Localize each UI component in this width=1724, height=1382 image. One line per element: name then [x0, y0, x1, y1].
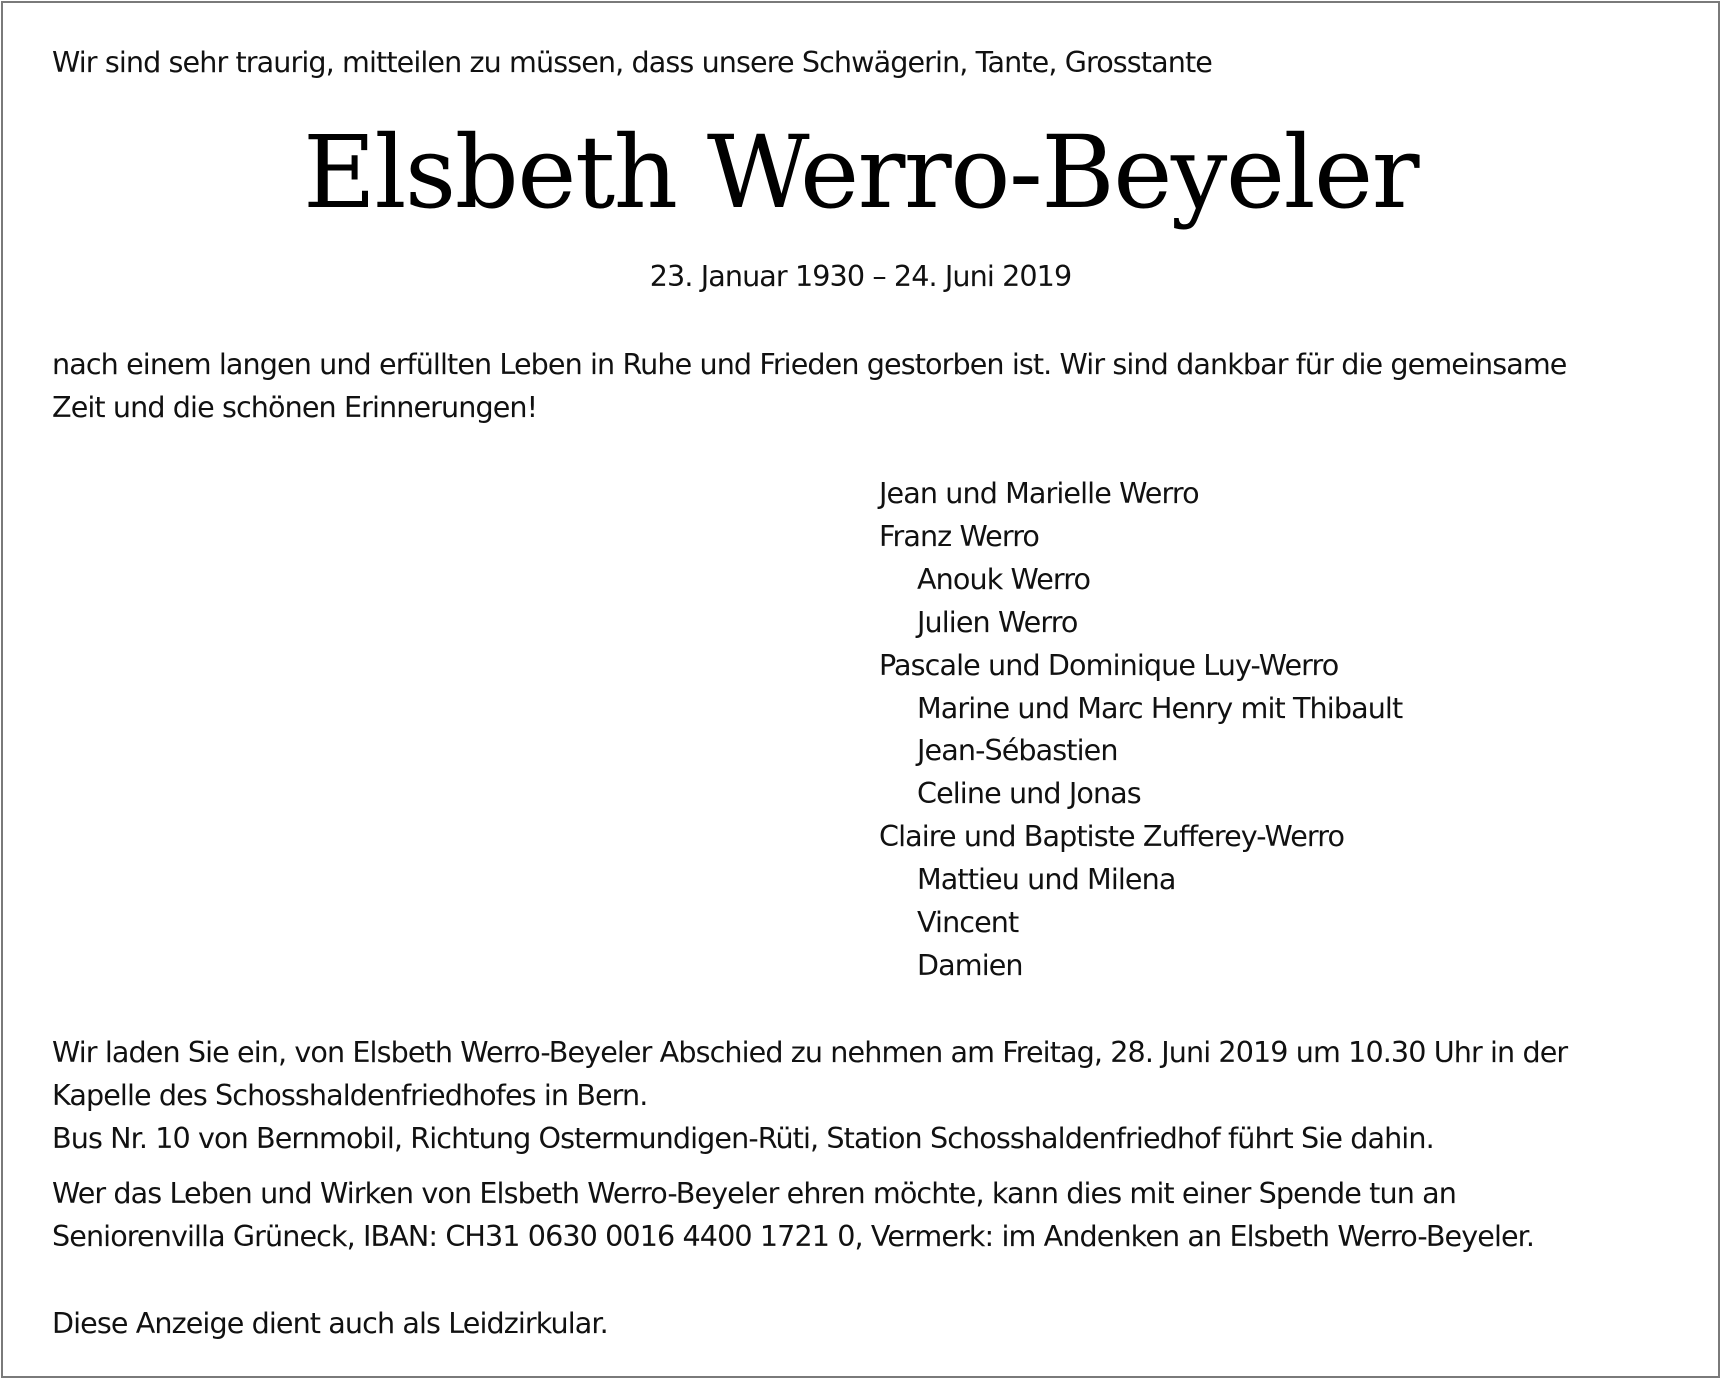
paragraph-line: Zeit und die schönen Erinnerungen!: [52, 390, 538, 424]
mourner-name: Mattieu und Milena: [917, 862, 1176, 897]
mourner-name: Marine und Marc Henry mit Thibault: [917, 690, 1403, 725]
mourner-name: Julien Werro: [917, 604, 1078, 639]
mourner-name: Pascale und Dominique Luy-Werro: [879, 647, 1339, 682]
paragraph-line: nach einem langen und erfüllten Leben in Ruhe und Frieden gestorben ist. Wir sind dankbar für die gemeinsame: [52, 347, 1567, 381]
mourner-name: Jean-Sébastien: [917, 733, 1118, 768]
mourner-name: Damien: [917, 947, 1023, 982]
mourners-list: [879, 472, 1402, 987]
donation-line: Wer das Leben und Wirken von Elsbeth Werro-Beyeler ehren möchte, kann dies mit einer Spende tun an: [52, 1176, 1456, 1210]
ceremony-line: Kapelle des Schosshaldenfriedhofes in Bern.: [52, 1078, 648, 1112]
deceased-name: Elsbeth Werro-Beyeler: [302, 114, 1419, 231]
obituary-frame: [1, 1, 1720, 1378]
mourner-name: Claire und Baptiste Zufferey-Werro: [879, 819, 1345, 854]
ceremony-line: Wir laden Sie ein, von Elsbeth Werro-Beyeler Abschied zu nehmen am Freitag, 28. Juni 2019 um 10.30 Uhr in der: [52, 1035, 1568, 1069]
mourner-name: Franz Werro: [879, 518, 1040, 553]
intro-text: Wir sind sehr traurig, mitteilen zu müssen, dass unsere Schwägerin, Tante, Grosstante: [52, 45, 1212, 79]
donation-line: Seniorenvilla Grüneck, IBAN: CH31 0630 0016 4400 1721 0, Vermerk: im Andenken an Elsbeth Werro-Beyeler.: [52, 1219, 1535, 1253]
life-dates: 23. Januar 1930 – 24. Juni 2019: [649, 259, 1072, 293]
mourner-name: Vincent: [917, 905, 1019, 940]
mourner-name: Celine und Jonas: [917, 776, 1141, 811]
mourner-name: Jean und Marielle Werro: [879, 476, 1199, 510]
mourner-name: Anouk Werro: [917, 561, 1091, 596]
transport-line: Bus Nr. 10 von Bernmobil, Richtung Ostermundigen-Rüti, Station Schosshaldenfriedhof führt Sie dahin.: [52, 1121, 1434, 1155]
circular-note: Diese Anzeige dient auch als Leidzirkular.: [52, 1306, 608, 1340]
